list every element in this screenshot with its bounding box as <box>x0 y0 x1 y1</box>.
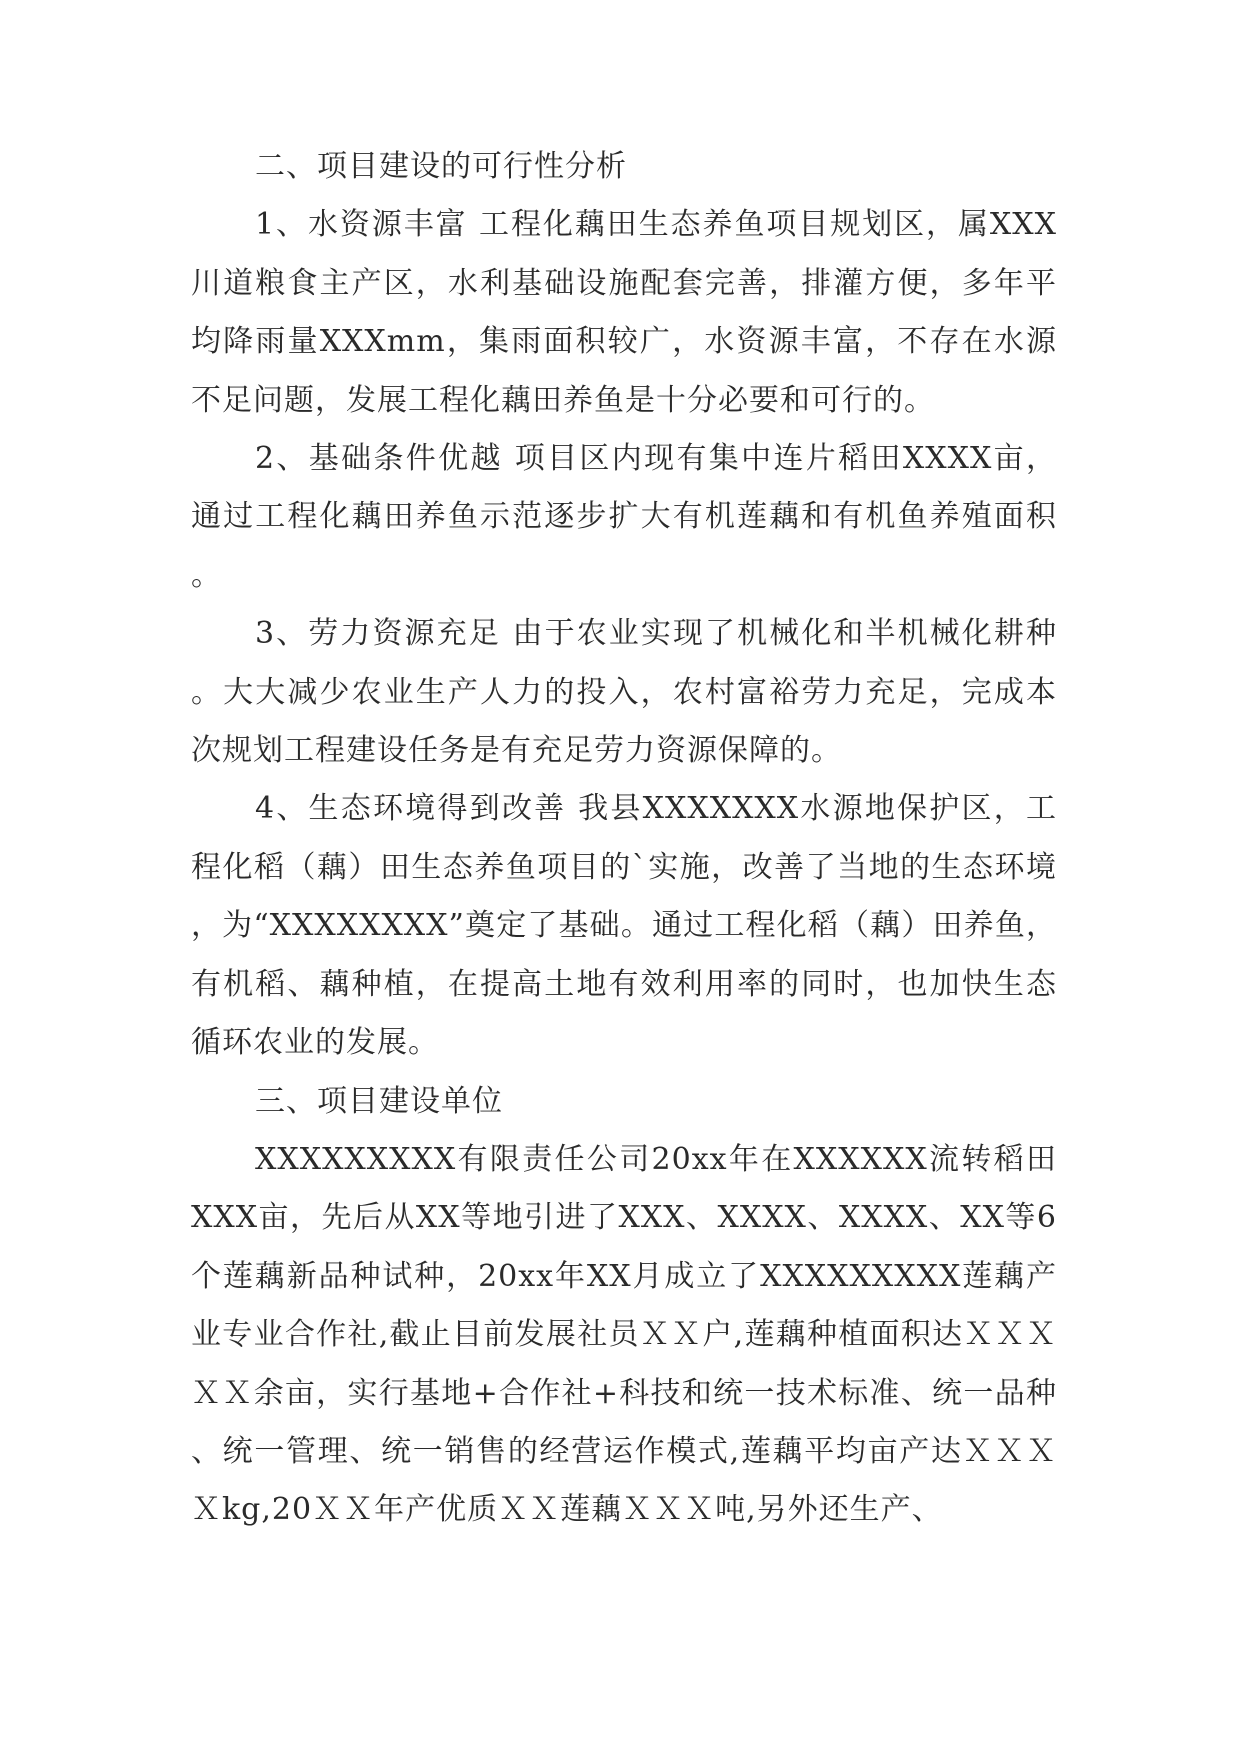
document-page <box>191 138 1057 1540</box>
section-heading-feasibility: 二、项目建设的可行性分析 <box>255 149 627 184</box>
paragraph-company-description: XXXXXXXXX有限责任公司20xx年在XXXXXX流转稻田XXX亩，先后从XX等地引进了XXX、XXXX、XXXX、XX等6个莲藕新品种试种，20xx年XX月成立了XXXXXXXXX莲藕产业专业合作社,截止目前发展社员ＸＸ户,莲藕种植面积达ＸＸＸＸＸ余亩，实行基地+合作社+科技和统一技术标准、统一品种、统一管理、统一销售的经营运作模式,莲藕平均亩产达ＸＸＸＸkg,20ＸＸ年产优质ＸＸ莲藕ＸＸＸ吨,另外还生产、 <box>191 1141 1057 1528</box>
paragraph-basic-conditions: 2、基础条件优越 项目区内现有集中连片稻田XXXX亩，通过工程化藕田养鱼示范逐步扩大有机莲藕和有机鱼养殖面积。 <box>191 441 1057 593</box>
paragraph-water-resources: 1、水资源丰富 工程化藕田生态养鱼项目规划区，属XXX川道粮食主产区，水利基础设施配套完善，排灌方便，多年平均降雨量XXXmm，集雨面积较广，水资源丰富，不存在水源不足问题，发展工程化藕田养鱼是十分必要和可行的。 <box>191 207 1057 418</box>
section-heading-construction-unit: 三、项目建设单位 <box>255 1083 503 1119</box>
paragraph-ecological-environment: 4、生态环境得到改善 我县XXXXXXX水源地保护区，工程化稻（藕）田生态养鱼项目的`实施，改善了当地的生态环境，为“XXXXXXXX”奠定了基础。通过工程化稻（藕）田养鱼，有机稻、藕种植，在提高土地有效利用率的同时，也加快生态循环农业的发展。 <box>191 791 1057 1061</box>
paragraph-labor-resources: 3、劳力资源充足 由于农业实现了机械化和半机械化耕种。大大减少农业生产人力的投入，农村富裕劳力充足，完成本次规划工程建设任务是有充足劳力资源保障的。 <box>191 616 1057 769</box>
